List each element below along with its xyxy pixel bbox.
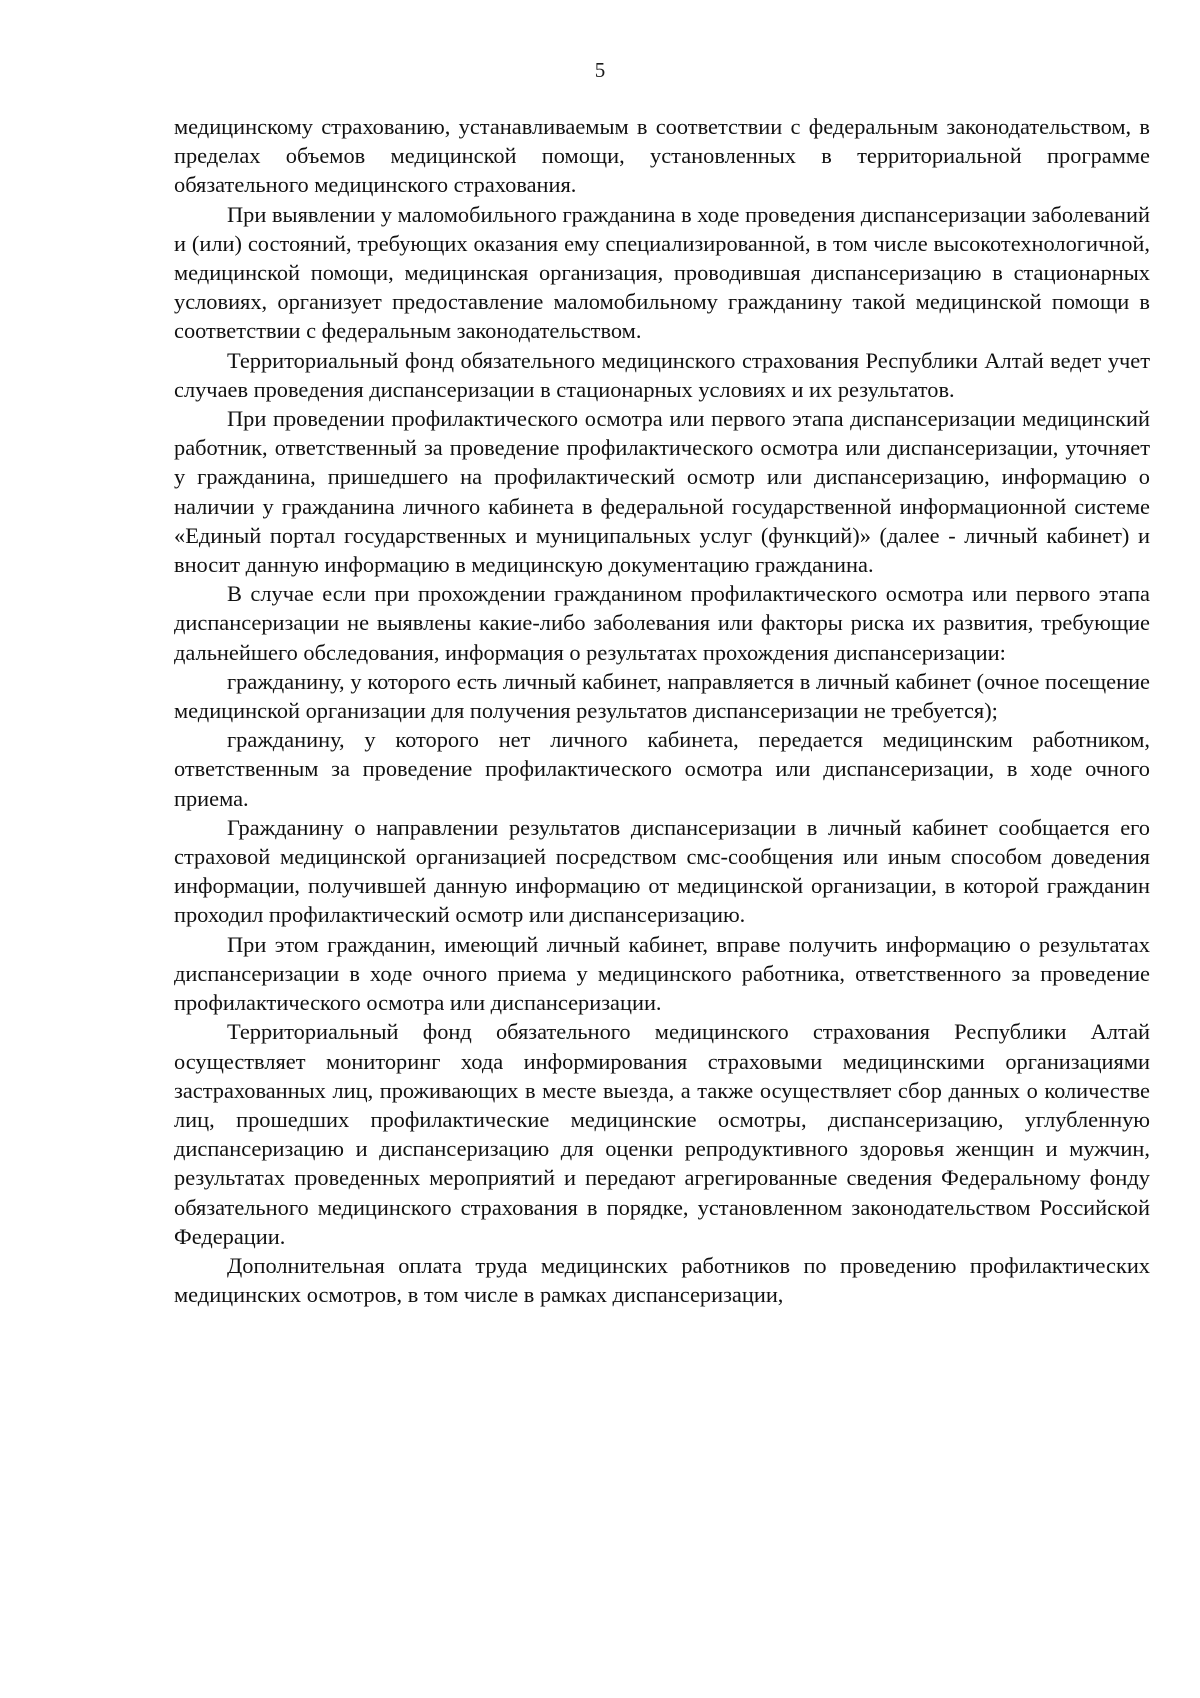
paragraph-fund-records: Территориальный фонд обязательного медицинского страхования Республики Алтай ведет учет случаев проведения диспансеризации в стационарных условиях и их результатов. bbox=[174, 347, 1150, 402]
paragraph-specialized-care: При выявлении у маломобильного гражданина в ходе проведения диспансеризации заболеваний и (или) состояний, требующих оказания ему специализированной, в том числе высокотехнологичной, медицинской помощи, медицинская организация, проводившая диспансеризацию в стационарных условиях, организует предоставление маломобильному гражданину такой медицинской помощи в соответствии с федеральным законодательством. bbox=[174, 201, 1150, 344]
paragraph-additional-pay: Дополнительная оплата труда медицинских работников по проведению профилактических медицинских осмотров, в том числе в рамках диспансеризации, bbox=[174, 1252, 1150, 1308]
paragraph-in-person-option: При этом гражданин, имеющий личный кабинет, вправе получить информацию о результатах диспансеризации в ходе очного приема у медицинского работника, ответственного за проведение профилактического осмотра или диспансеризации. bbox=[174, 931, 1150, 1016]
paragraph-notification: Гражданину о направлении результатов диспансеризации в личный кабинет сообщается его страховой медицинской организацией посредством смс-сообщения или иным способом доведения информации, получившей данную информацию от медицинской организации, в которой гражданин проходил профилактический осмотр или диспансеризацию. bbox=[174, 814, 1150, 928]
paragraph-with-account: гражданину, у которого есть личный кабинет, направляется в личный кабинет (очное посещение медицинской организации для получения результатов диспансеризации не требуется); bbox=[174, 668, 1150, 724]
paragraph-without-account: гражданину, у которого нет личного кабинета, передается медицинским работником, ответственным за проведение профилактического осмотра или диспансеризации, в ходе очного приема. bbox=[174, 727, 1150, 811]
document-body bbox=[174, 112, 1150, 1309]
page-number: 5 bbox=[594, 58, 606, 82]
paragraph-results-delivery: В случае если при прохождении гражданином профилактического осмотра или первого этапа диспансеризации не выявлены какие-либо заболевания или факторы риска их развития, требующие дальнейшего обследования, информация о результатах прохождения диспансеризации: bbox=[174, 581, 1150, 665]
paragraph-personal-account-check: При проведении профилактического осмотра или первого этапа диспансеризации медицинский работник, ответственный за проведение профилактического осмотра или диспансеризации, уточняет у гражданина, пришедшего на профилактический осмотр или диспансеризацию, информацию о наличии у гражданина личного кабинета в федеральной государственной информационной системе «Единый портал государственных и муниципальных услуг (функций)» (далее - личный кабинет) и вносит данную информацию в медицинскую документацию гражданина. bbox=[174, 406, 1150, 578]
paragraph-monitoring: Территориальный фонд обязательного медицинского страхования Республики Алтай осуществляет мониторинг хода информирования страховыми медицинскими организациями застрахованных лиц, проживающих в месте выезда, а также осуществляет сбор данных о количестве лиц, прошедших профилактические медицинские осмотры, диспансеризацию, углубленную диспансеризацию и диспансеризацию для оценки репродуктивного здоровья женщин и мужчин, результатах проведенных мероприятий и передают агрегированные сведения Федеральному фонду обязательного медицинского страхования в порядке, установленном законодательством Российской Федерации. bbox=[174, 1019, 1150, 1249]
paragraph-continuation: медицинскому страхованию, устанавливаемым в соответствии с федеральным законодательством, в пределах объемов медицинской помощи, установленных в территориальной программе обязательного медицинского страхования. bbox=[174, 114, 1150, 198]
